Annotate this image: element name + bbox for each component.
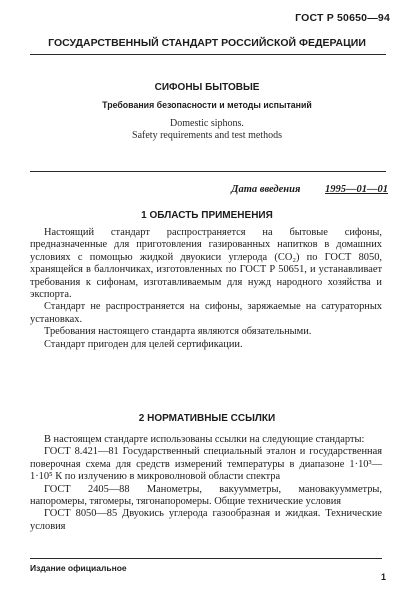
introduction-date-value: 1995—01—01 (325, 184, 388, 195)
paragraph: Настоящий стандарт распространяется на бытовые сифоны, предназначенные для приготовления газированных напитков в домашних условиях с помощью жидкой двуокиси углерода (CO₂) по ГОСТ 8050, хранящейся в баллончиках, изготовленных по ГОСТ Р 50651, и устанавливает требования к сифонам, изготавливаемым для нужд народного хозяйства и экспорта. (30, 227, 382, 301)
section-1-body (30, 227, 382, 351)
section-2-body (30, 434, 382, 533)
paragraph: Стандарт пригоден для целей сертификации. (44, 338, 243, 350)
paragraph: ГОСТ 8050—85 Двуокись углерода газообразная и жидкая. Технические условия (30, 508, 382, 532)
introduction-date-label: Дата введения (231, 184, 301, 195)
paragraph: ГОСТ 8.421—81 Государственный специальный эталон и государственная поверочная схема для средств измерений температуры в диапазоне 1·10³—1·10⁵ К по излучению в микроволновой области спектра (30, 446, 382, 483)
paragraph: Требования настоящего стандарта являются обязательными. (44, 326, 312, 338)
document-code: ГОСТ Р 50650—94 (295, 12, 390, 24)
paragraph: ГОСТ 2405—88 Манометры, вакуумметры, мановакуумметры, напоромеры, тягомеры, тягонапоромеры. Общие технические условия (30, 483, 382, 508)
introduction-date (231, 184, 388, 195)
divider-bottom (30, 171, 386, 172)
official-edition-note: Издание официальное (30, 563, 127, 573)
english-title-line-1: Domestic siphons. (170, 118, 244, 129)
section-2-heading: 2 НОРМАТИВНЫЕ ССЫЛКИ (138, 413, 276, 424)
section-1-heading: 1 ОБЛАСТЬ ПРИМЕНЕНИЯ (141, 210, 273, 221)
divider-top (30, 54, 386, 55)
paragraph: Стандарт не распространяется на сифоны, заряжаемые на сатураторных установках. (30, 301, 382, 325)
paragraph: В настоящем стандарте использованы ссылки на следующие стандарты: (44, 434, 365, 445)
footer-divider (30, 558, 382, 559)
document-subtitle: Требования безопасности и методы испытаний (102, 100, 312, 110)
document-title: СИФОНЫ БЫТОВЫЕ (154, 82, 260, 93)
english-title-line-2: Safety requirements and test methods (132, 130, 282, 141)
english-title (0, 118, 414, 142)
state-standard-title: ГОСУДАРСТВЕННЫЙ СТАНДАРТ РОССИЙСКОЙ ФЕДЕРАЦИИ (48, 37, 366, 49)
page-number: 1 (380, 572, 386, 582)
